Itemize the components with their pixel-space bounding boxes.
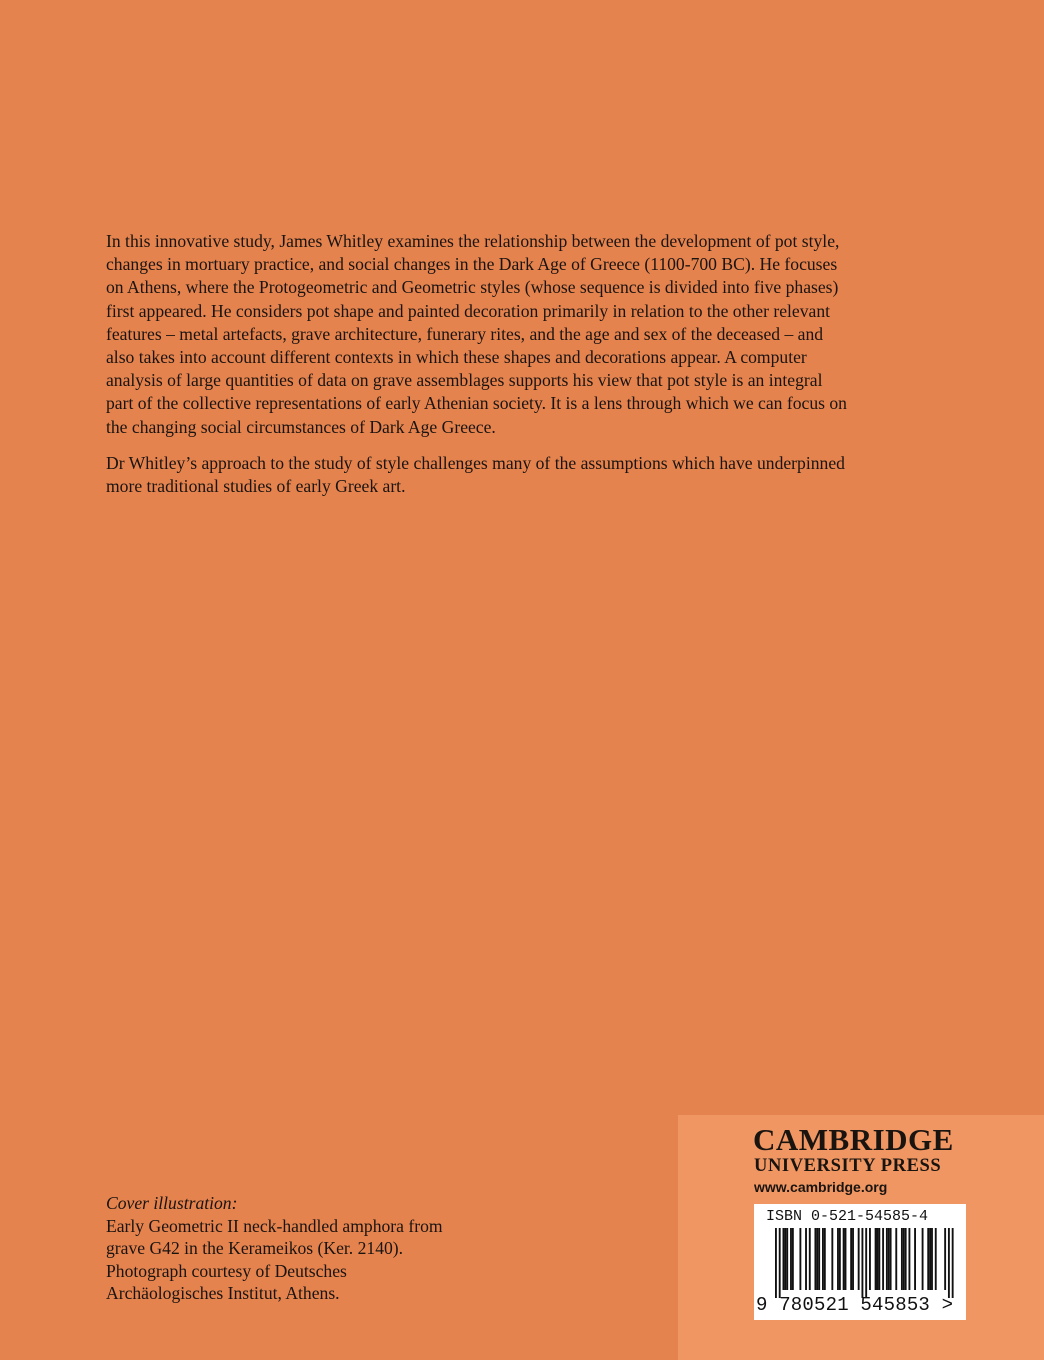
barcode-bar — [843, 1228, 845, 1290]
barcode-bar — [839, 1228, 841, 1290]
barcode-bar — [929, 1228, 931, 1290]
isbn-number: ISBN 0-521-54585-4 — [766, 1208, 929, 1225]
barcode-bar — [890, 1228, 892, 1290]
barcode-bar — [895, 1228, 897, 1290]
blurb-line: also takes into account different contexts in which these shapes and decorations appear. A computer — [106, 347, 807, 368]
barcode-bar — [850, 1228, 852, 1290]
barcode-bar — [845, 1228, 847, 1290]
cover-illustration-credit — [106, 1192, 443, 1305]
barcode-bar — [858, 1228, 860, 1290]
barcode-bar — [784, 1228, 786, 1290]
barcode-bar — [831, 1228, 833, 1290]
barcode-bar — [952, 1228, 954, 1298]
blurb-line: Dr Whitley’s approach to the study of style challenges many of the assumptions which have underpinned — [106, 452, 845, 473]
barcode-bar — [822, 1228, 824, 1290]
barcode-bar — [875, 1228, 877, 1290]
barcode-bar — [878, 1228, 880, 1290]
barcode-bar — [869, 1228, 871, 1290]
barcode-bar — [779, 1228, 781, 1298]
barcode-bar — [865, 1228, 867, 1298]
barcode-bar — [824, 1228, 826, 1290]
barcode-bar — [877, 1228, 879, 1290]
barcode-bar — [814, 1228, 816, 1290]
barcode-bar — [790, 1228, 792, 1290]
barcode-bar — [816, 1228, 818, 1290]
blurb-line: changes in mortuary practice, and social changes in the Dark Age of Greece (1100-700 BC). He focuses — [106, 254, 838, 275]
cover-credit-line: Early Geometric II neck-handled amphora from — [106, 1215, 443, 1236]
barcode-bar — [888, 1228, 890, 1290]
cover-credit-heading: Cover illustration: — [106, 1193, 238, 1213]
barcode-bar — [805, 1228, 807, 1290]
back-cover-blurb — [106, 230, 942, 498]
cover-credit-line: Photograph courtesy of Deutsches — [106, 1260, 347, 1281]
barcode-bar — [792, 1228, 794, 1290]
blurb-paragraph-2 — [106, 452, 942, 498]
barcode-bar — [786, 1228, 788, 1290]
barcode-bar — [775, 1228, 777, 1298]
publisher-url: www.cambridge.org — [754, 1179, 888, 1195]
publisher-panel — [678, 1115, 1044, 1360]
blurb-line: more traditional studies of early Greek art. — [106, 476, 406, 497]
blurb-line: analysis of large quantities of data on grave assemblages supports his view that pot style is an integral — [106, 370, 823, 391]
barcode-bar — [882, 1228, 884, 1290]
blurb-line: part of the collective representations of early Athenian society. It is a lens through which we can focus on — [106, 393, 847, 414]
barcode-digits: 9 780521 545853 > — [756, 1294, 954, 1316]
blurb-line: on Athens, where the Protogeometric and Geometric styles (whose sequence is divided into five phases) — [106, 277, 839, 298]
isbn-barcode — [754, 1204, 966, 1320]
publisher-logo-press: UNIVERSITY PRESS — [754, 1156, 942, 1176]
cover-credit-line: Archäologisches Institut, Athens. — [106, 1283, 340, 1304]
barcode-bar — [852, 1228, 854, 1290]
barcode-bar — [903, 1228, 905, 1290]
publisher-logo-name: CAMBRIDGE — [753, 1122, 954, 1157]
barcode-bar — [908, 1228, 910, 1290]
barcode-bar — [886, 1228, 888, 1290]
barcode-bar — [799, 1228, 801, 1290]
barcode-bar — [948, 1228, 950, 1298]
blurb-paragraph-1 — [106, 230, 942, 439]
barcode-bar — [927, 1228, 929, 1290]
barcode-bar — [818, 1228, 820, 1290]
barcode-bar — [861, 1228, 863, 1298]
blurb-line: features – metal artefacts, grave architecture, funerary rites, and the age and sex of the deceased – and — [106, 323, 824, 344]
barcode-bar — [837, 1228, 839, 1290]
barcode-bar — [931, 1228, 933, 1290]
blurb-line: In this innovative study, James Whitley examines the relationship between the development of pot style, — [106, 231, 840, 251]
blurb-line: first appeared. He considers pot shape and painted decoration primarily in relation to the other relevant — [106, 300, 831, 321]
barcode-bar — [809, 1228, 811, 1290]
cover-credit-line: grave G42 in the Kerameikos (Ker. 2140). — [106, 1238, 404, 1259]
barcode-bar — [935, 1228, 937, 1290]
barcode-bar — [901, 1228, 903, 1290]
barcode-bar — [922, 1228, 924, 1290]
barcode-bar — [905, 1228, 907, 1290]
blurb-line: the changing social circumstances of Dark Age Greece. — [106, 416, 496, 437]
barcode-bar — [944, 1228, 946, 1290]
barcode-bar — [783, 1228, 785, 1290]
barcode-bar — [914, 1228, 916, 1290]
